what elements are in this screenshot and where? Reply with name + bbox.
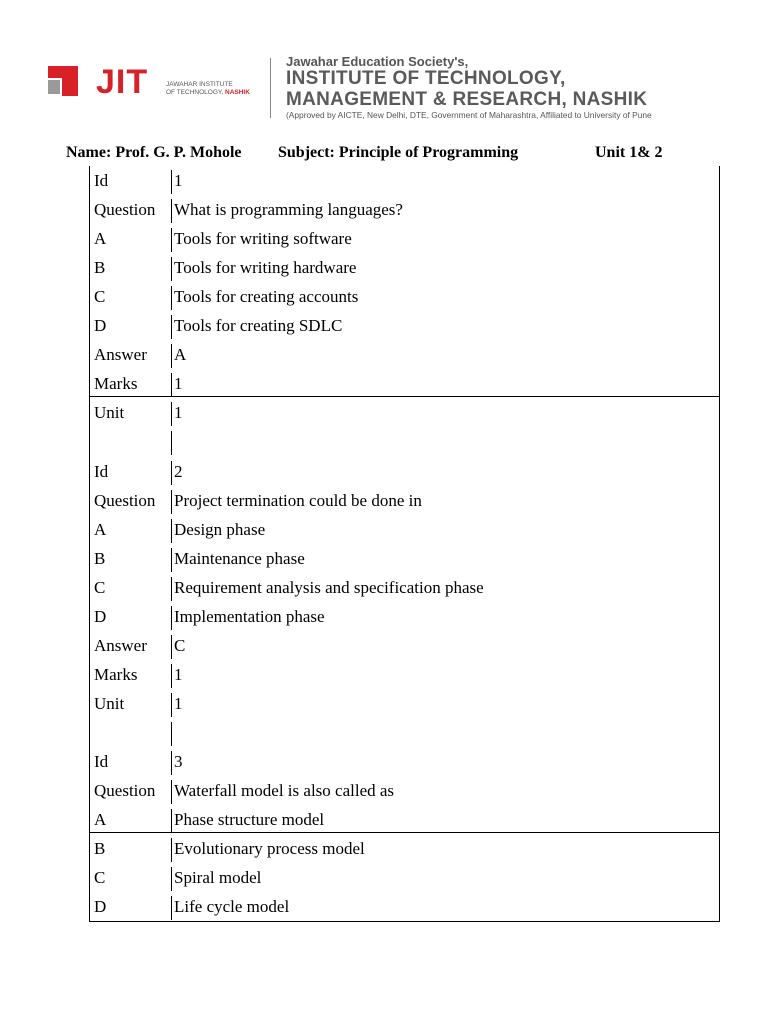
table-divider-1	[89, 396, 720, 397]
row-value: Evolutionary process model	[174, 839, 365, 858]
row-label: Answer	[94, 636, 147, 655]
row-value: Tools for writing hardware	[174, 258, 357, 277]
row-value: C	[174, 636, 186, 655]
row-value: Implementation phase	[174, 607, 325, 626]
column-separator	[171, 809, 172, 833]
column-separator	[171, 896, 172, 920]
column-separator	[171, 635, 172, 659]
table-divider-2	[89, 832, 720, 833]
row-label: Question	[94, 200, 156, 219]
row-value: Waterfall model is also called as	[174, 781, 395, 800]
row-label: Unit	[94, 403, 125, 422]
logo-block-red-top	[48, 66, 78, 78]
column-separator	[171, 548, 172, 572]
logo-sub-line2-text: OF TECHNOLOGY,	[166, 89, 224, 96]
column-separator	[171, 286, 172, 310]
column-separator	[171, 693, 172, 717]
column-separator	[171, 606, 172, 630]
subject-title: Subject: Principle of Programming	[278, 144, 519, 161]
row-label: Id	[94, 171, 109, 190]
row-label: Unit	[94, 694, 125, 713]
row-label: D	[94, 316, 107, 335]
institute-name-line1: INSTITUTE OF TECHNOLOGY,	[286, 68, 566, 89]
logo-sub-line2	[166, 89, 250, 97]
row-label: Answer	[94, 345, 147, 364]
logo-sub-line1: JAWAHAR INSTITUTE	[166, 81, 233, 88]
row-value: 1	[174, 403, 183, 422]
table-right-border	[719, 166, 720, 922]
column-separator	[171, 315, 172, 339]
row-value: 3	[174, 752, 183, 771]
row-value: Life cycle model	[174, 897, 290, 916]
faculty-name: Name: Prof. G. P. Mohole	[66, 144, 242, 161]
column-separator	[171, 344, 172, 368]
row-label: C	[94, 287, 106, 306]
row-value: Maintenance phase	[174, 549, 305, 568]
table-left-border	[89, 166, 90, 922]
row-label: A	[94, 229, 107, 248]
approval-note: (Approved by AICTE, New Delhi, DTE, Government of Maharashtra, Affiliated to University of Pune	[286, 110, 652, 120]
row-label: C	[94, 868, 106, 887]
column-separator	[171, 461, 172, 485]
row-label: A	[94, 810, 107, 829]
header-divider	[270, 58, 271, 118]
society-name: Jawahar Education Society's,	[286, 54, 469, 69]
row-value: 2	[174, 462, 183, 481]
row-label: Marks	[94, 665, 138, 684]
row-label: Id	[94, 462, 109, 481]
column-separator	[171, 490, 172, 514]
row-value: 1	[174, 694, 183, 713]
column-separator	[171, 519, 172, 543]
column-separator	[171, 577, 172, 601]
row-label: C	[94, 578, 106, 597]
row-label: B	[94, 258, 106, 277]
logo-block-grey	[48, 80, 60, 94]
row-label: B	[94, 549, 106, 568]
column-separator	[171, 373, 172, 397]
row-value: Design phase	[174, 520, 266, 539]
row-value: Phase structure model	[174, 810, 325, 829]
row-label: Marks	[94, 374, 138, 393]
row-value: 1	[174, 171, 183, 190]
column-separator	[171, 199, 172, 223]
row-label: Question	[94, 781, 156, 800]
column-separator	[171, 257, 172, 281]
row-label: A	[94, 520, 107, 539]
jit-logo-text: JIT	[96, 63, 149, 101]
jit-logo-subtext	[166, 81, 250, 97]
column-separator	[171, 402, 172, 426]
row-value: Tools for writing software	[174, 229, 352, 248]
jit-logo-mark	[48, 66, 92, 98]
logo-block-red-bottom	[62, 78, 78, 96]
row-label: Question	[94, 491, 156, 510]
column-separator	[171, 431, 172, 455]
row-value: 1	[174, 374, 183, 393]
logo-sub-nashik: NASHIK	[225, 89, 250, 96]
table-bottom-border	[89, 921, 720, 922]
column-separator	[171, 751, 172, 775]
column-separator	[171, 664, 172, 688]
institute-name-line2: MANAGEMENT & RESEARCH, NASHIK	[286, 89, 648, 110]
row-label: Id	[94, 752, 109, 771]
column-separator	[171, 722, 172, 746]
row-label: D	[94, 897, 107, 916]
column-separator	[171, 780, 172, 804]
row-value: What is programming languages?	[174, 200, 403, 219]
row-value: Tools for creating accounts	[174, 287, 359, 306]
column-separator	[171, 838, 172, 862]
unit-label: Unit 1& 2	[595, 144, 663, 161]
row-value: Project termination could be done in	[174, 491, 422, 510]
row-label: D	[94, 607, 107, 626]
row-label: B	[94, 839, 106, 858]
column-separator	[171, 170, 172, 194]
row-value: Tools for creating SDLC	[174, 316, 343, 335]
column-separator	[171, 228, 172, 252]
row-value: A	[174, 345, 187, 364]
row-value: Spiral model	[174, 868, 262, 887]
row-value: 1	[174, 665, 183, 684]
column-separator	[171, 867, 172, 891]
row-value: Requirement analysis and specification phase	[174, 578, 484, 597]
